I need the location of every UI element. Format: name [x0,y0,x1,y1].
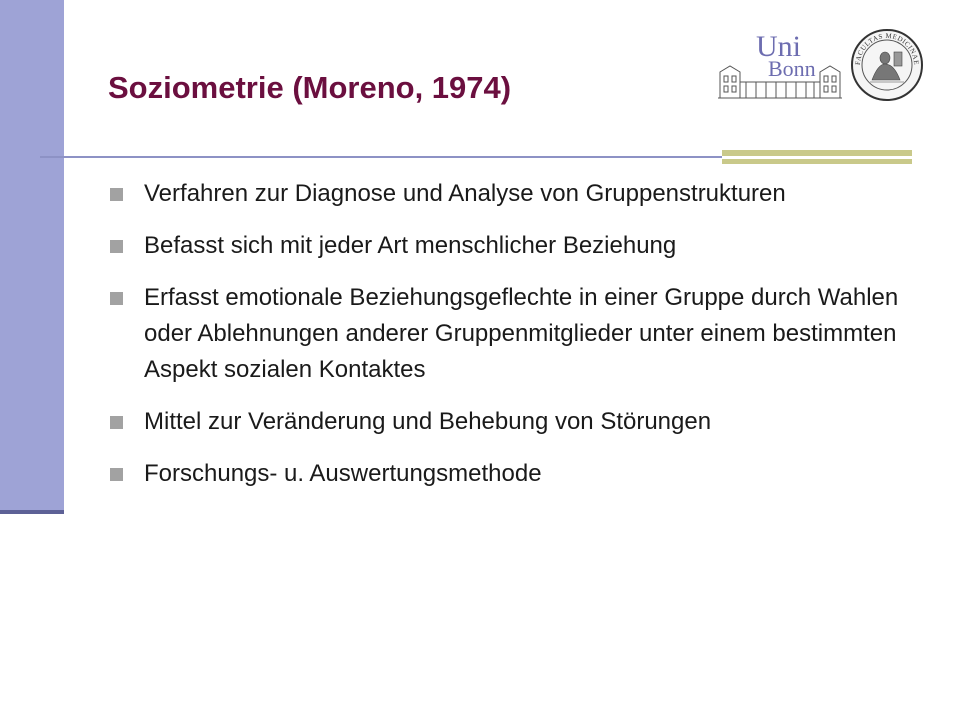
accent-rule-upper [722,150,912,156]
square-bullet-icon [110,468,123,481]
bullet-text: Verfahren zur Diagnose und Analyse von Gruppenstrukturen [144,180,786,207]
bullet-item [108,228,908,264]
bullet-text: Erfasst emotionale Beziehungsgeflechte in einer Gruppe durch Wahlen oder Ablehnungen anderer Gruppenmitglieder unter einem bestimmten Aspekt sozialen Kontaktes [144,284,899,383]
slide-title: Soziometrie (Moreno, 1974) [108,70,512,105]
faculty-seal-logo [850,28,924,102]
bullet-item [108,176,908,212]
bullet-item [108,456,908,492]
uni-bonn-logo [716,26,844,102]
seal-arc-text: FACULTAS MEDICINAE [853,31,921,66]
bullet-item [108,280,908,388]
accent-rule-lower [722,159,912,164]
bullet-text: Mittel zur Veränderung und Behebung von Störungen [144,408,712,435]
logo-uni-text: Uni [756,30,801,63]
square-bullet-icon [110,416,123,429]
bullet-text: Befasst sich mit jeder Art menschlicher Beziehung [144,232,677,259]
bullet-list [108,176,908,508]
bullet-item [108,404,908,440]
square-bullet-icon [110,188,123,201]
square-bullet-icon [110,240,123,253]
square-bullet-icon [110,292,123,305]
side-accent-bar [0,0,64,512]
title-underline-rule [40,156,722,158]
side-accent-bar-shadow [0,510,64,514]
bullet-text: Forschungs- u. Auswertungsmethode [144,460,542,487]
logo-bonn-text: Bonn [768,56,816,81]
